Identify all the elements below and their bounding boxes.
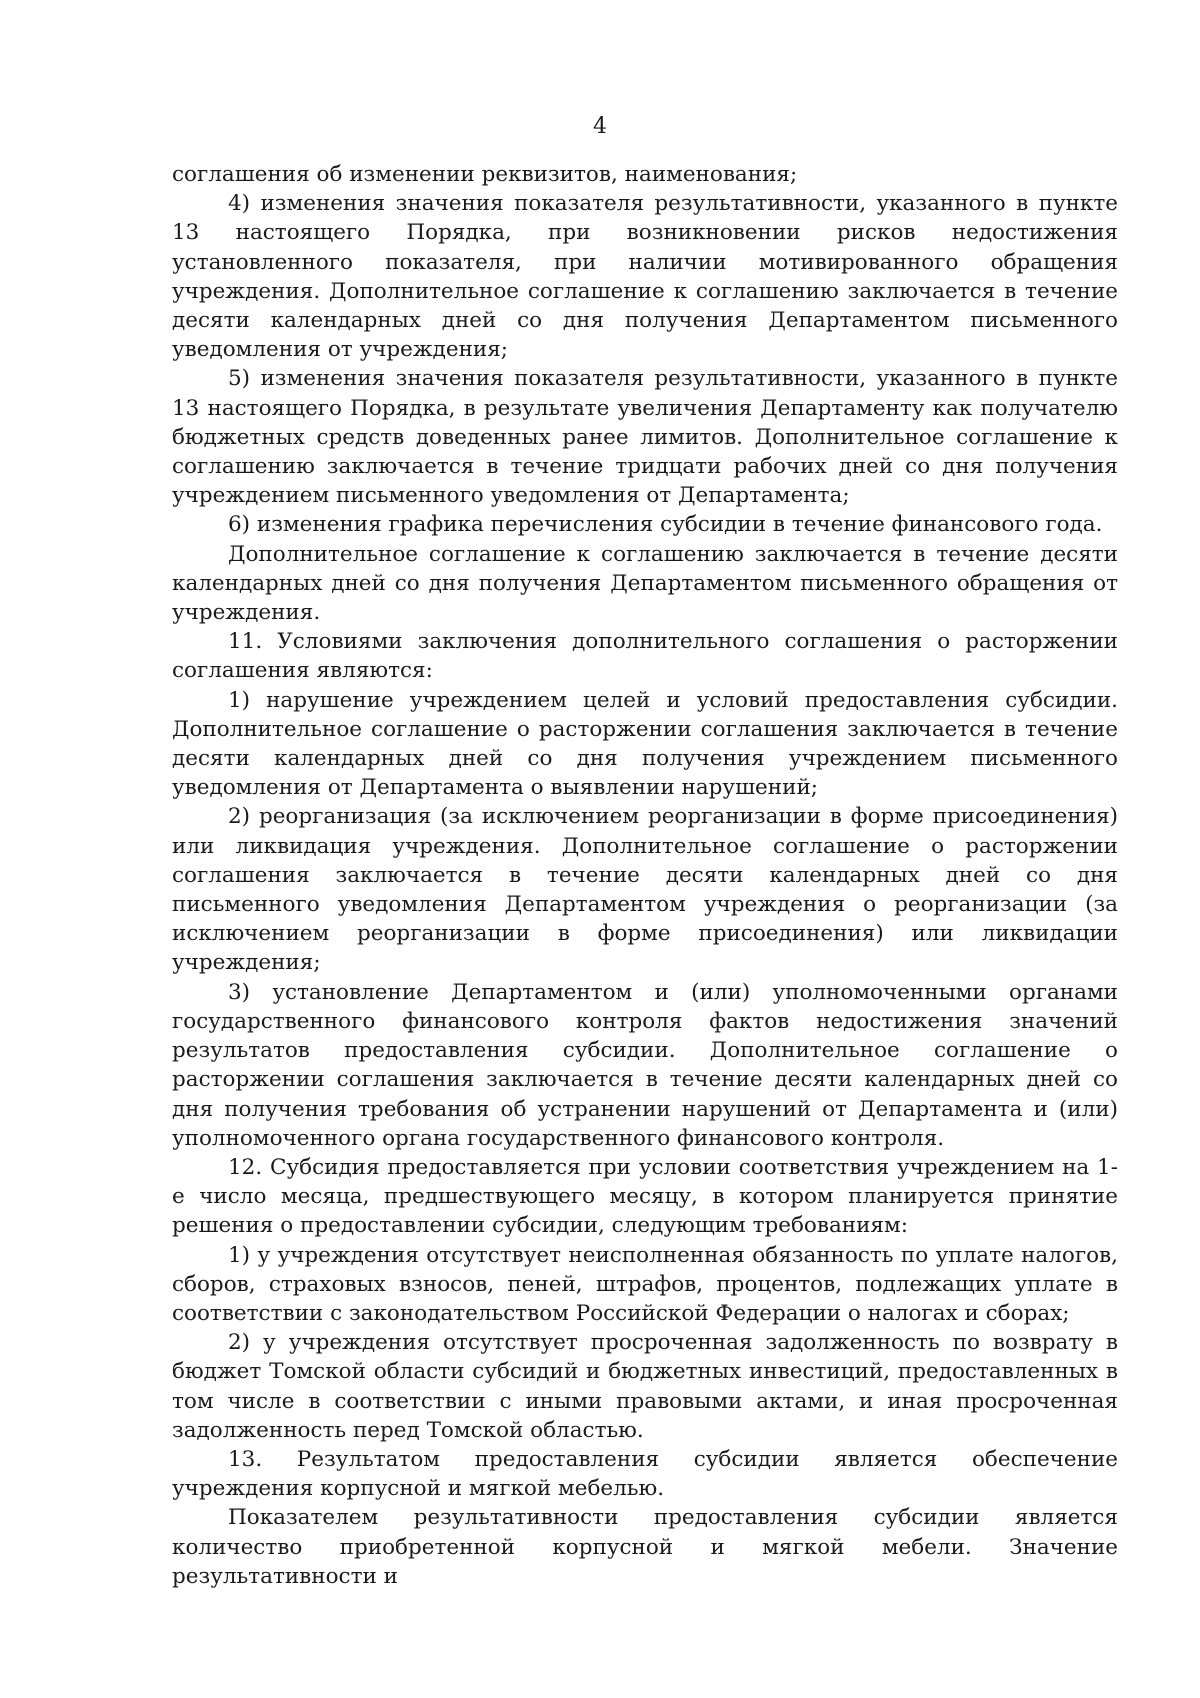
paragraph: 1) нарушение учреждением целей и условий предоставления субсидии. Дополнительное соглашение о расторжении соглашения заключается в течение десяти календарных дней со дня получения учреждением письменного уведомления от Департамента о выявлении нарушений; xyxy=(172,687,1118,801)
paragraph: 12. Субсидия предоставляется при условии соответствия учреждением на 1-е число месяца, предшествующего месяцу, в котором планируется принятие решения о предоставлении субсидии, следующим требованиям: xyxy=(172,1154,1118,1239)
paragraph: Дополнительное соглашение к соглашению заключается в течение десяти календарных дней со дня получения Департаментом письменного обращения от учреждения. xyxy=(172,541,1118,626)
body-text xyxy=(172,160,1118,1591)
paragraph: 3) установление Департаментом и (или) уполномоченными органами государственного финансового контроля фактов недостижения значений результатов предоставления субсидии. Дополнительное соглашение о расторжении соглашения заключается в течение десяти календарных дней со дня получения требования об устранении нарушений от Департамента и (или) уполномоченного органа государственного финансового контроля. xyxy=(172,979,1118,1151)
paragraph: 11. Условиями заключения дополнительного соглашения о расторжении соглашения являются: xyxy=(172,629,1118,684)
page-number: 4 xyxy=(593,114,607,139)
paragraph: 2) у учреждения отсутствует просроченная задолженность по возврату в бюджет Томской области субсидий и бюджетных инвестиций, предоставленных в том числе в соответствии с иными правовыми актами, и иная просроченная задолженность перед Томской областью. xyxy=(172,1330,1118,1443)
paragraph: 6) изменения графика перечисления субсидии в течение финансового года. xyxy=(228,512,1103,538)
paragraph: 2) реорганизация (за исключением реорганизации в форме присоединения) или ликвидация учреждения. Дополнительное соглашение о расторжении соглашения заключается в течение десяти календарных дней со дня письменного уведомления Департаментом учреждения о реорганизации (за исключением реорганизации в форме присоединения) или ликвидации учреждения; xyxy=(172,804,1118,976)
paragraph: 13. Результатом предоставления субсидии является обеспечение учреждения корпусной и мягкой мебелью. xyxy=(172,1446,1118,1502)
paragraph: 1) у учреждения отсутствует неисполненная обязанность по уплате налогов, сборов, страховых взносов, пеней, штрафов, процентов, подлежащих уплате в соответствии с законодательством Российской Федерации о налогах и сборах; xyxy=(172,1242,1118,1326)
paragraph: соглашения об изменении реквизитов, наименования; xyxy=(172,162,798,187)
paragraph: 5) изменения значения показателя результативности, указанного в пункте 13 настоящего Порядка, в результате увеличения Департаменту как получателю бюджетных средств доведенных ранее лимитов. Дополнительное соглашение к соглашению заключается в течение тридцати рабочих дней со дня получения учреждением письменного уведомления от Департамента; xyxy=(172,366,1118,509)
paragraph: 4) изменения значения показателя результативности, указанного в пункте 13 настоящего Порядка, при возникновении рисков недостижения установленного показателя, при наличии мотивированного обращения учреждения. Дополнительное соглашение к соглашению заключается в течение десяти календарных дней со дня получения Департаментом письменного уведомления от учреждения; xyxy=(172,191,1118,363)
paragraph: Показателем результативности предоставления субсидии является количество приобретенной корпусной и мягкой мебели. Значение результативности и xyxy=(172,1505,1118,1589)
